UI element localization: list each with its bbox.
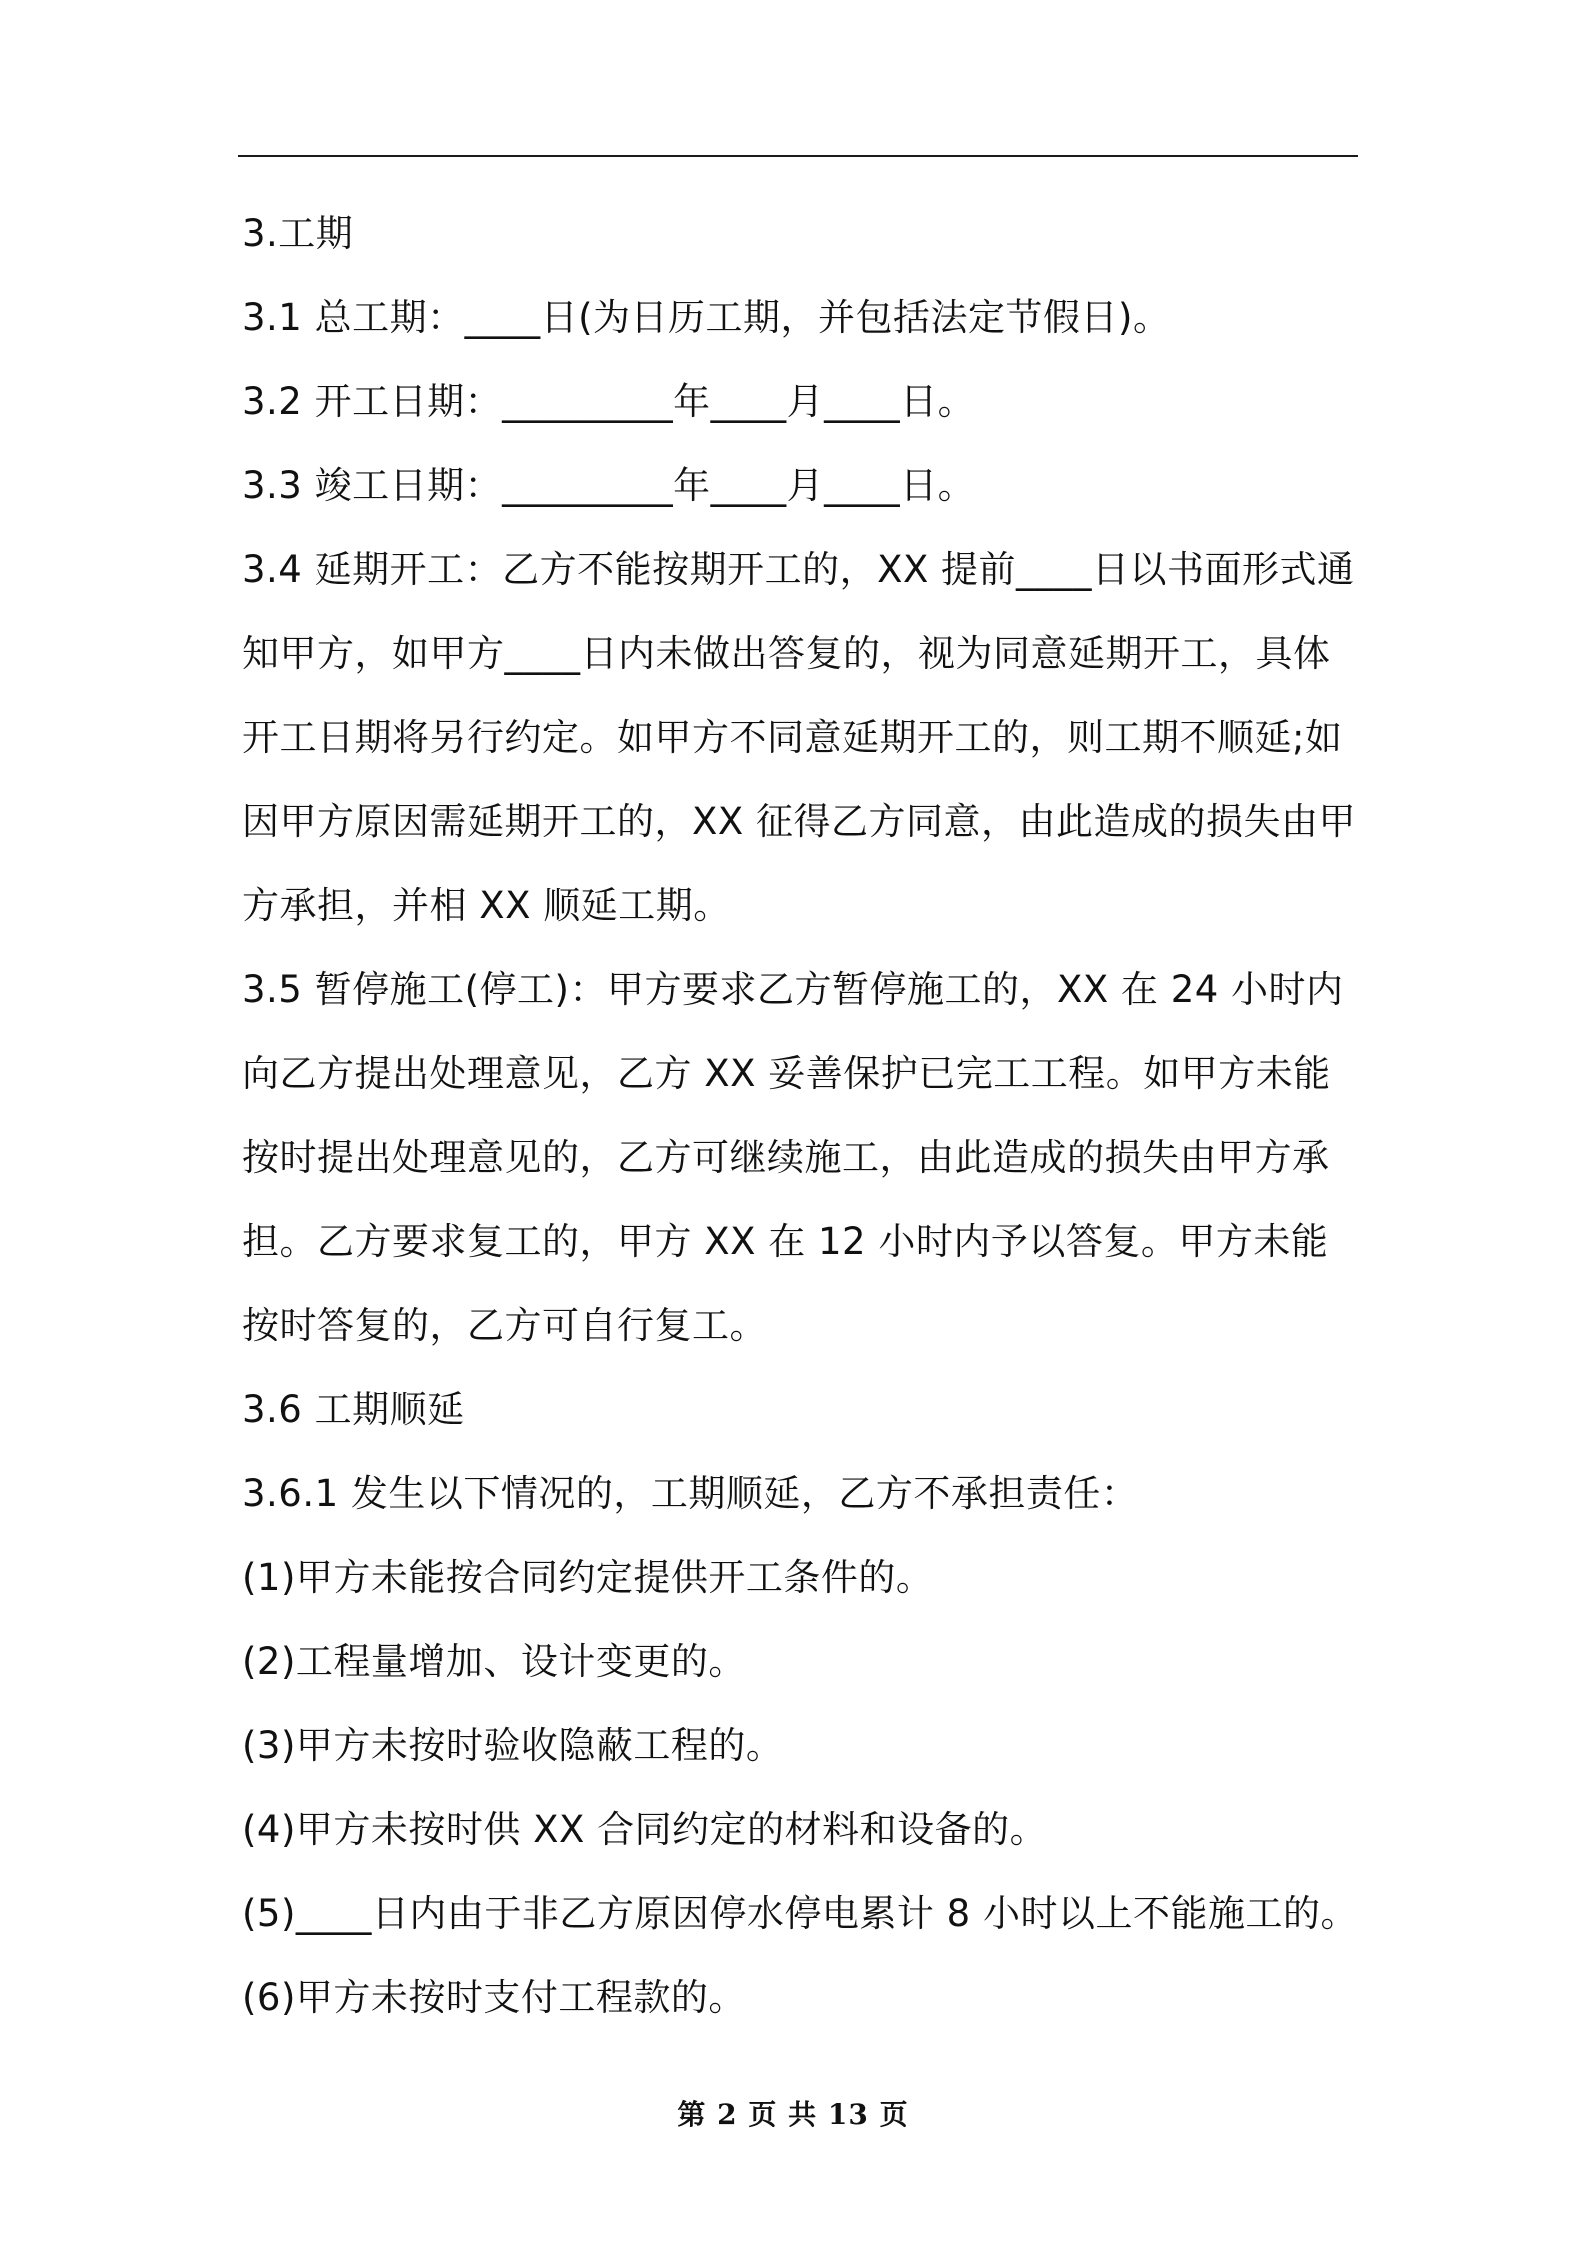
list-item: (3)甲方未按时验收隐蔽工程的。 xyxy=(242,1724,784,1767)
clause-3-6-1: 3.6.1 发生以下情况的，工期顺延，乙方不承担责任： xyxy=(242,1472,1139,1515)
clause-3-1: 3.1 总工期：____日(为日历工期，并包括法定节假日)。 xyxy=(242,296,1171,339)
clause-3-3: 3.3 竣工日期：_________年____月____日。 xyxy=(242,464,976,507)
clause-3-5: 3.5 暂停施工(停工)：甲方要求乙方暂停施工的，XX 在 24 小时内向乙方提出处理意见，乙方 XX 妥善保护已完工工程。如甲方未能按时提出处理意见的，乙方可继续施工，由此造成的损失由甲方承担。乙方要求复工的，甲方 XX 在 12 小时内予以答复。甲方未能按时答复的，乙方可自行复工。 xyxy=(242,968,1344,1347)
header-divider xyxy=(238,155,1358,157)
list-item: (2)工程量增加、设计变更的。 xyxy=(242,1640,746,1683)
list-item: (6)甲方未按时支付工程款的。 xyxy=(242,1976,746,2019)
document-body xyxy=(242,192,1358,2040)
list-item: (5)____日内由于非乙方原因停水停电累计 8 小时以上不能施工的。 xyxy=(242,1892,1358,1935)
list-item: (1)甲方未能按合同约定提供开工条件的。 xyxy=(242,1556,934,1599)
page-number: 第 2 页 共 13 页 xyxy=(677,2098,909,2131)
clause-3-2: 3.2 开工日期：_________年____月____日。 xyxy=(242,380,976,423)
clause-3-6: 3.6 工期顺延 xyxy=(242,1388,465,1431)
section-heading: 3.工期 xyxy=(242,212,354,255)
clause-3-4: 3.4 延期开工：乙方不能按期开工的，XX 提前____日以书面形式通知甲方，如甲方____日内未做出答复的，视为同意延期开工，具体开工日期将另行约定。如甲方不同意延期开工的，则工期不顺延;如因甲方原因需延期开工的，XX 征得乙方同意，由此造成的损失由甲方承担，并相 XX 顺延工期。 xyxy=(242,548,1356,927)
list-item: (4)甲方未按时供 XX 合同约定的材料和设备的。 xyxy=(242,1808,1048,1851)
